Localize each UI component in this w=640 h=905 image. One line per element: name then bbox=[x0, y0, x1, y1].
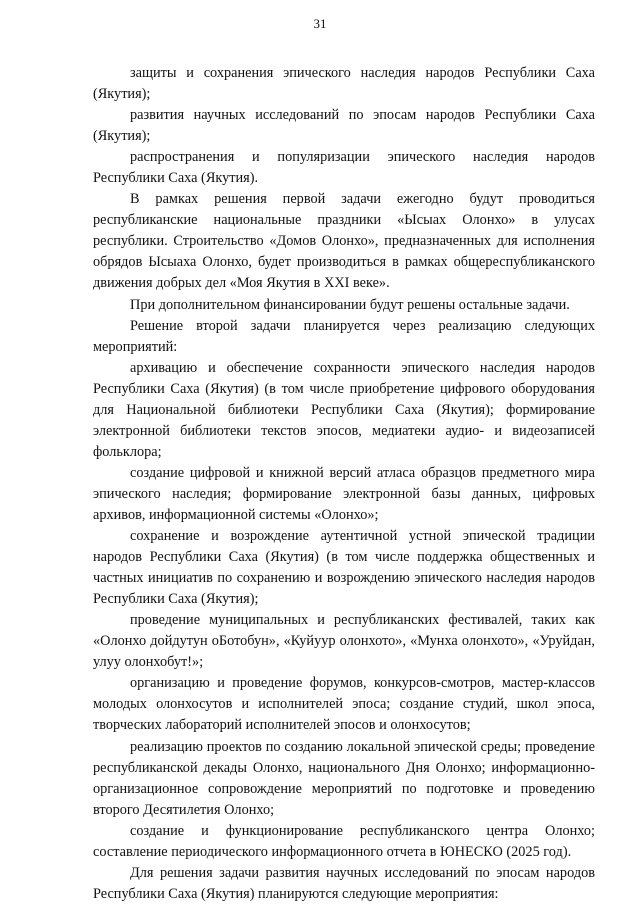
paragraph: Для решения задачи развития научных исследований по эпосам народов Республики Саха (Якутия) планируются следующие мероприятия: bbox=[93, 864, 595, 902]
paragraph: создание и функционирование республиканского центра Олонхо; составление периодического информационного отчета в ЮНЕСКО (2025 год). bbox=[93, 822, 595, 860]
paragraph: сохранение и возрождение аутентичной устной эпической традиции народов Республики Саха (Якутия) (в том числе поддержка общественных и частных инициатив по сохранению и возрождению эпического наследия народов Республики Саха (Якутия); bbox=[93, 528, 595, 608]
paragraph: защиты и сохранения эпического наследия народов Республики Саха (Якутия); bbox=[93, 65, 595, 103]
paragraph: архивацию и обеспечение сохранности эпического наследия народов Республики Саха (Якутия) (в том числе приобретение цифрового оборудования для Национальной библиотеки Республики Саха (Якутия); формирование электронной библиотеки текстов эпосов, медиатеки аудио- и видеозаписей фольклора; bbox=[93, 359, 595, 460]
paragraph: реализацию проектов по созданию локальной эпической среды; проведение республиканской декады Олонхо, национального Дня Олонхо; информационно-организационное сопровождение мероприятий по подготовке и проведению второго Десятилетия Олонхо; bbox=[93, 738, 595, 818]
paragraph: При дополнительном финансировании будут решены остальные задачи. bbox=[130, 296, 570, 313]
paragraph: Решение второй задачи планируется через реализацию следующих мероприятий: bbox=[93, 317, 595, 355]
paragraph: распространения и популяризации эпического наследия народов Республики Саха (Якутия). bbox=[93, 149, 595, 187]
paragraph: организацию и проведение форумов, конкурсов-смотров, мастер-классов молодых олонхосутов и исполнителей эпоса; создание студий, школ эпоса, творческих лабораторий исполнителей эпосов и олонхосутов; bbox=[93, 675, 595, 734]
paragraph: проведение муниципальных и республиканских фестивалей, таких как «Олонхо дойдутун оБотобун», «Куйуур олонхото», «Мунха олонхото», «Уруйдан, улуу олонхобут!»; bbox=[93, 612, 595, 671]
body-text bbox=[93, 63, 595, 905]
paragraph: развития научных исследований по эпосам народов Республики Саха (Якутия); bbox=[93, 107, 595, 145]
page-number: 31 bbox=[313, 16, 327, 31]
paragraph: создание цифровой и книжной версий атласа образцов предметного мира эпического наследия; формирование электронной базы данных, цифровых архивов, информационной системы «Олонхо»; bbox=[93, 464, 595, 523]
paragraph: В рамках решения первой задачи ежегодно будут проводиться республиканские национальные праздники «Ысыах Олонхо» в улусах республики. Строительство «Домов Олонхо», предназначенных для исполнения обрядов Ысыаха Олонхо, будет производиться в рамках общереспубликанского движения добрых дел «Моя Якутия в XXI веке». bbox=[93, 191, 595, 292]
